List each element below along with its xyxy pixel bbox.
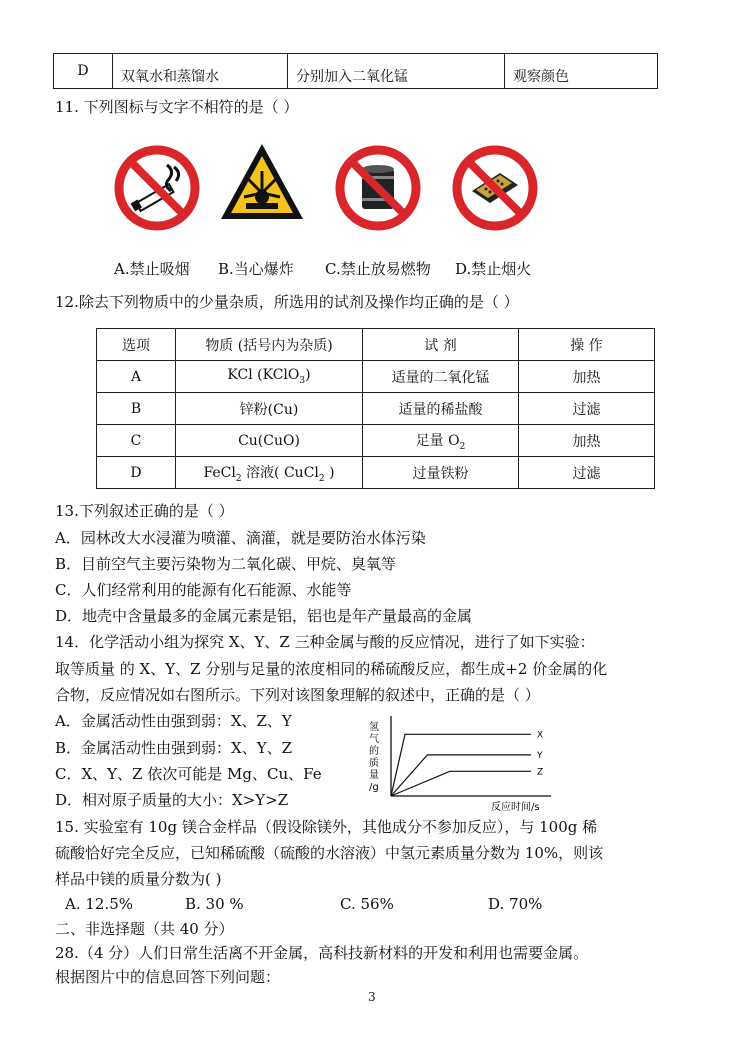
q15-option-d: D. 70% <box>488 895 543 913</box>
q13-option-c: C．人们经常利用的能源有化石能源、水能等 <box>55 581 352 599</box>
chart-series-label-y: Y <box>537 750 543 761</box>
q12-row-a-substance: KCl (KClO$_3$) <box>176 361 363 393</box>
chart-ylabel-6: /g <box>369 782 379 793</box>
q15-option-a: A. 12.5% <box>65 895 134 913</box>
q12-row-b-reagent: 适量的稀盐酸 <box>363 393 519 425</box>
page-number: 3 <box>368 990 376 1004</box>
q15-option-c: C. 56% <box>340 895 394 913</box>
q11-caption-b: B.当心爆炸 <box>218 260 294 278</box>
q28-line-1: 28.（4 分）人们日常生活离不开金属，高科技新材料的开发和利用也需要金属。 <box>55 944 589 962</box>
q12-header-substance: 物质 (括号内为杂质) <box>176 329 363 361</box>
chart-ylabel-1: 氢 <box>369 722 379 733</box>
q12-header-option: 选项 <box>97 329 176 361</box>
q12-row-d-option: D <box>97 457 176 489</box>
q13-option-d: D．地壳中含量最多的金属元素是铝，铝也是年产量最高的金属 <box>55 607 473 625</box>
q12-row-c-option: C <box>97 425 176 457</box>
q28-line-2: 根据图片中的信息回答下列问题： <box>55 968 281 986</box>
q12-row-a-option: A <box>97 361 176 393</box>
q12-header-reagent: 试 剂 <box>363 329 519 361</box>
top-row-col2: 分别加入二氧化锰 <box>288 54 505 89</box>
q15-option-b: B. 30 % <box>185 895 244 913</box>
q11-caption-a: A.禁止吸烟 <box>114 260 190 278</box>
explosion-warning-icon <box>218 141 306 223</box>
table-row <box>97 361 655 393</box>
table-row <box>97 393 655 425</box>
top-table-row <box>53 53 658 89</box>
q15-line-3: 样品中镁的质量分数为( ) <box>55 870 222 888</box>
chart-series-label-x: X <box>537 730 544 741</box>
q13-option-a: A．园林改大水浸灌为喷灌、滴灌，就是要防治水体污染 <box>55 529 426 547</box>
q14-option-c: C．X、Y、Z 依次可能是 Mg、Cu、Fe <box>55 765 322 783</box>
q12-row-a-reagent: 适量的二氧化锰 <box>363 361 519 393</box>
q14-line-2: 取等质量 的 X、Y、Z 分别与足量的浓度相同的稀硫酸反应，都生成+2 价金属的化 <box>55 660 608 678</box>
chart-ylabel-5: 量 <box>369 770 379 781</box>
q15-line-2: 硫酸恰好完全反应，已知稀硫酸（硫酸的水溶液）中氢元素质量分数为 10%，则该 <box>55 844 604 862</box>
q12-row-c-operation: 加热 <box>519 425 655 457</box>
top-row-col1: 双氧水和蒸馏水 <box>113 54 288 89</box>
q12-row-c-substance: Cu(CuO) <box>176 425 363 457</box>
top-row-label: D <box>54 54 113 89</box>
q12-row-b-substance: 锌粉(Cu) <box>176 393 363 425</box>
q14-line-1: 14．化学活动小组为探究 X、Y、Z 三种金属与酸的反应情况，进行了如下实验： <box>55 633 595 651</box>
q13-option-b: B．目前空气主要污染物为二氧化碳、甲烷、臭氧等 <box>55 555 397 573</box>
no-flammables-icon <box>333 143 423 233</box>
q15-line-1: 15. 实验室有 10g 镁合金样品（假设除镁外，其他成分不参加反应），与 100g 稀 <box>55 818 598 836</box>
q14-option-d: D．相对原子质量的大小：X>Y>Z <box>55 791 289 809</box>
q12-row-d-reagent: 过量铁粉 <box>363 457 519 489</box>
q13-stem: 13.下列叙述正确的是（ ） <box>55 502 234 520</box>
section-heading: 二、非选择题（共 40 分） <box>55 920 234 938</box>
q12-stem: 12.除去下列物质中的少量杂质，所选用的试剂及操作均正确的是（ ） <box>55 293 519 311</box>
q12-row-b-option: B <box>97 393 176 425</box>
no-open-flame-icon <box>450 143 540 233</box>
chart-ylabel-3: 的 <box>369 746 379 757</box>
q12-row-d-substance: FeCl$_2$ 溶液( CuCl$_2$ ) <box>176 457 363 489</box>
table-row <box>97 425 655 457</box>
chart-ylabel-2: 气 <box>369 734 379 745</box>
chart-xlabel: 反应时间/s <box>491 802 540 812</box>
q14-line-3: 合物，反应情况如右图所示。下列对该图象理解的叙述中，正确的是（ ） <box>55 686 540 704</box>
table-row <box>97 457 655 489</box>
chart-series-label-z: Z <box>537 767 544 778</box>
chart-ylabel-4: 质 <box>369 758 379 769</box>
q11-stem: 11. 下列图标与文字不相符的是（ ） <box>55 98 299 116</box>
q12-row-a-operation: 加热 <box>519 361 655 393</box>
no-smoking-icon <box>112 143 202 233</box>
q11-caption-c: C.禁止放易燃物 <box>325 260 431 278</box>
q11-caption-d: D.禁止烟火 <box>455 260 532 278</box>
q14-line-chart <box>365 712 565 812</box>
q12-header-operation: 操 作 <box>519 329 655 361</box>
q14-option-a: A．金属活动性由强到弱：X、Z、Y <box>55 712 292 730</box>
q14-option-b: B．金属活动性由强到弱：X、Y、Z <box>55 739 293 757</box>
chart-series-line-y <box>391 755 531 796</box>
q12-table <box>96 328 655 489</box>
chart-series-line-z <box>391 771 531 796</box>
q12-row-c-reagent: 足量 $O_2$ <box>363 425 519 457</box>
top-row-col3: 观察颜色 <box>505 54 658 89</box>
q12-row-b-operation: 过滤 <box>519 393 655 425</box>
q12-row-d-operation: 过滤 <box>519 457 655 489</box>
